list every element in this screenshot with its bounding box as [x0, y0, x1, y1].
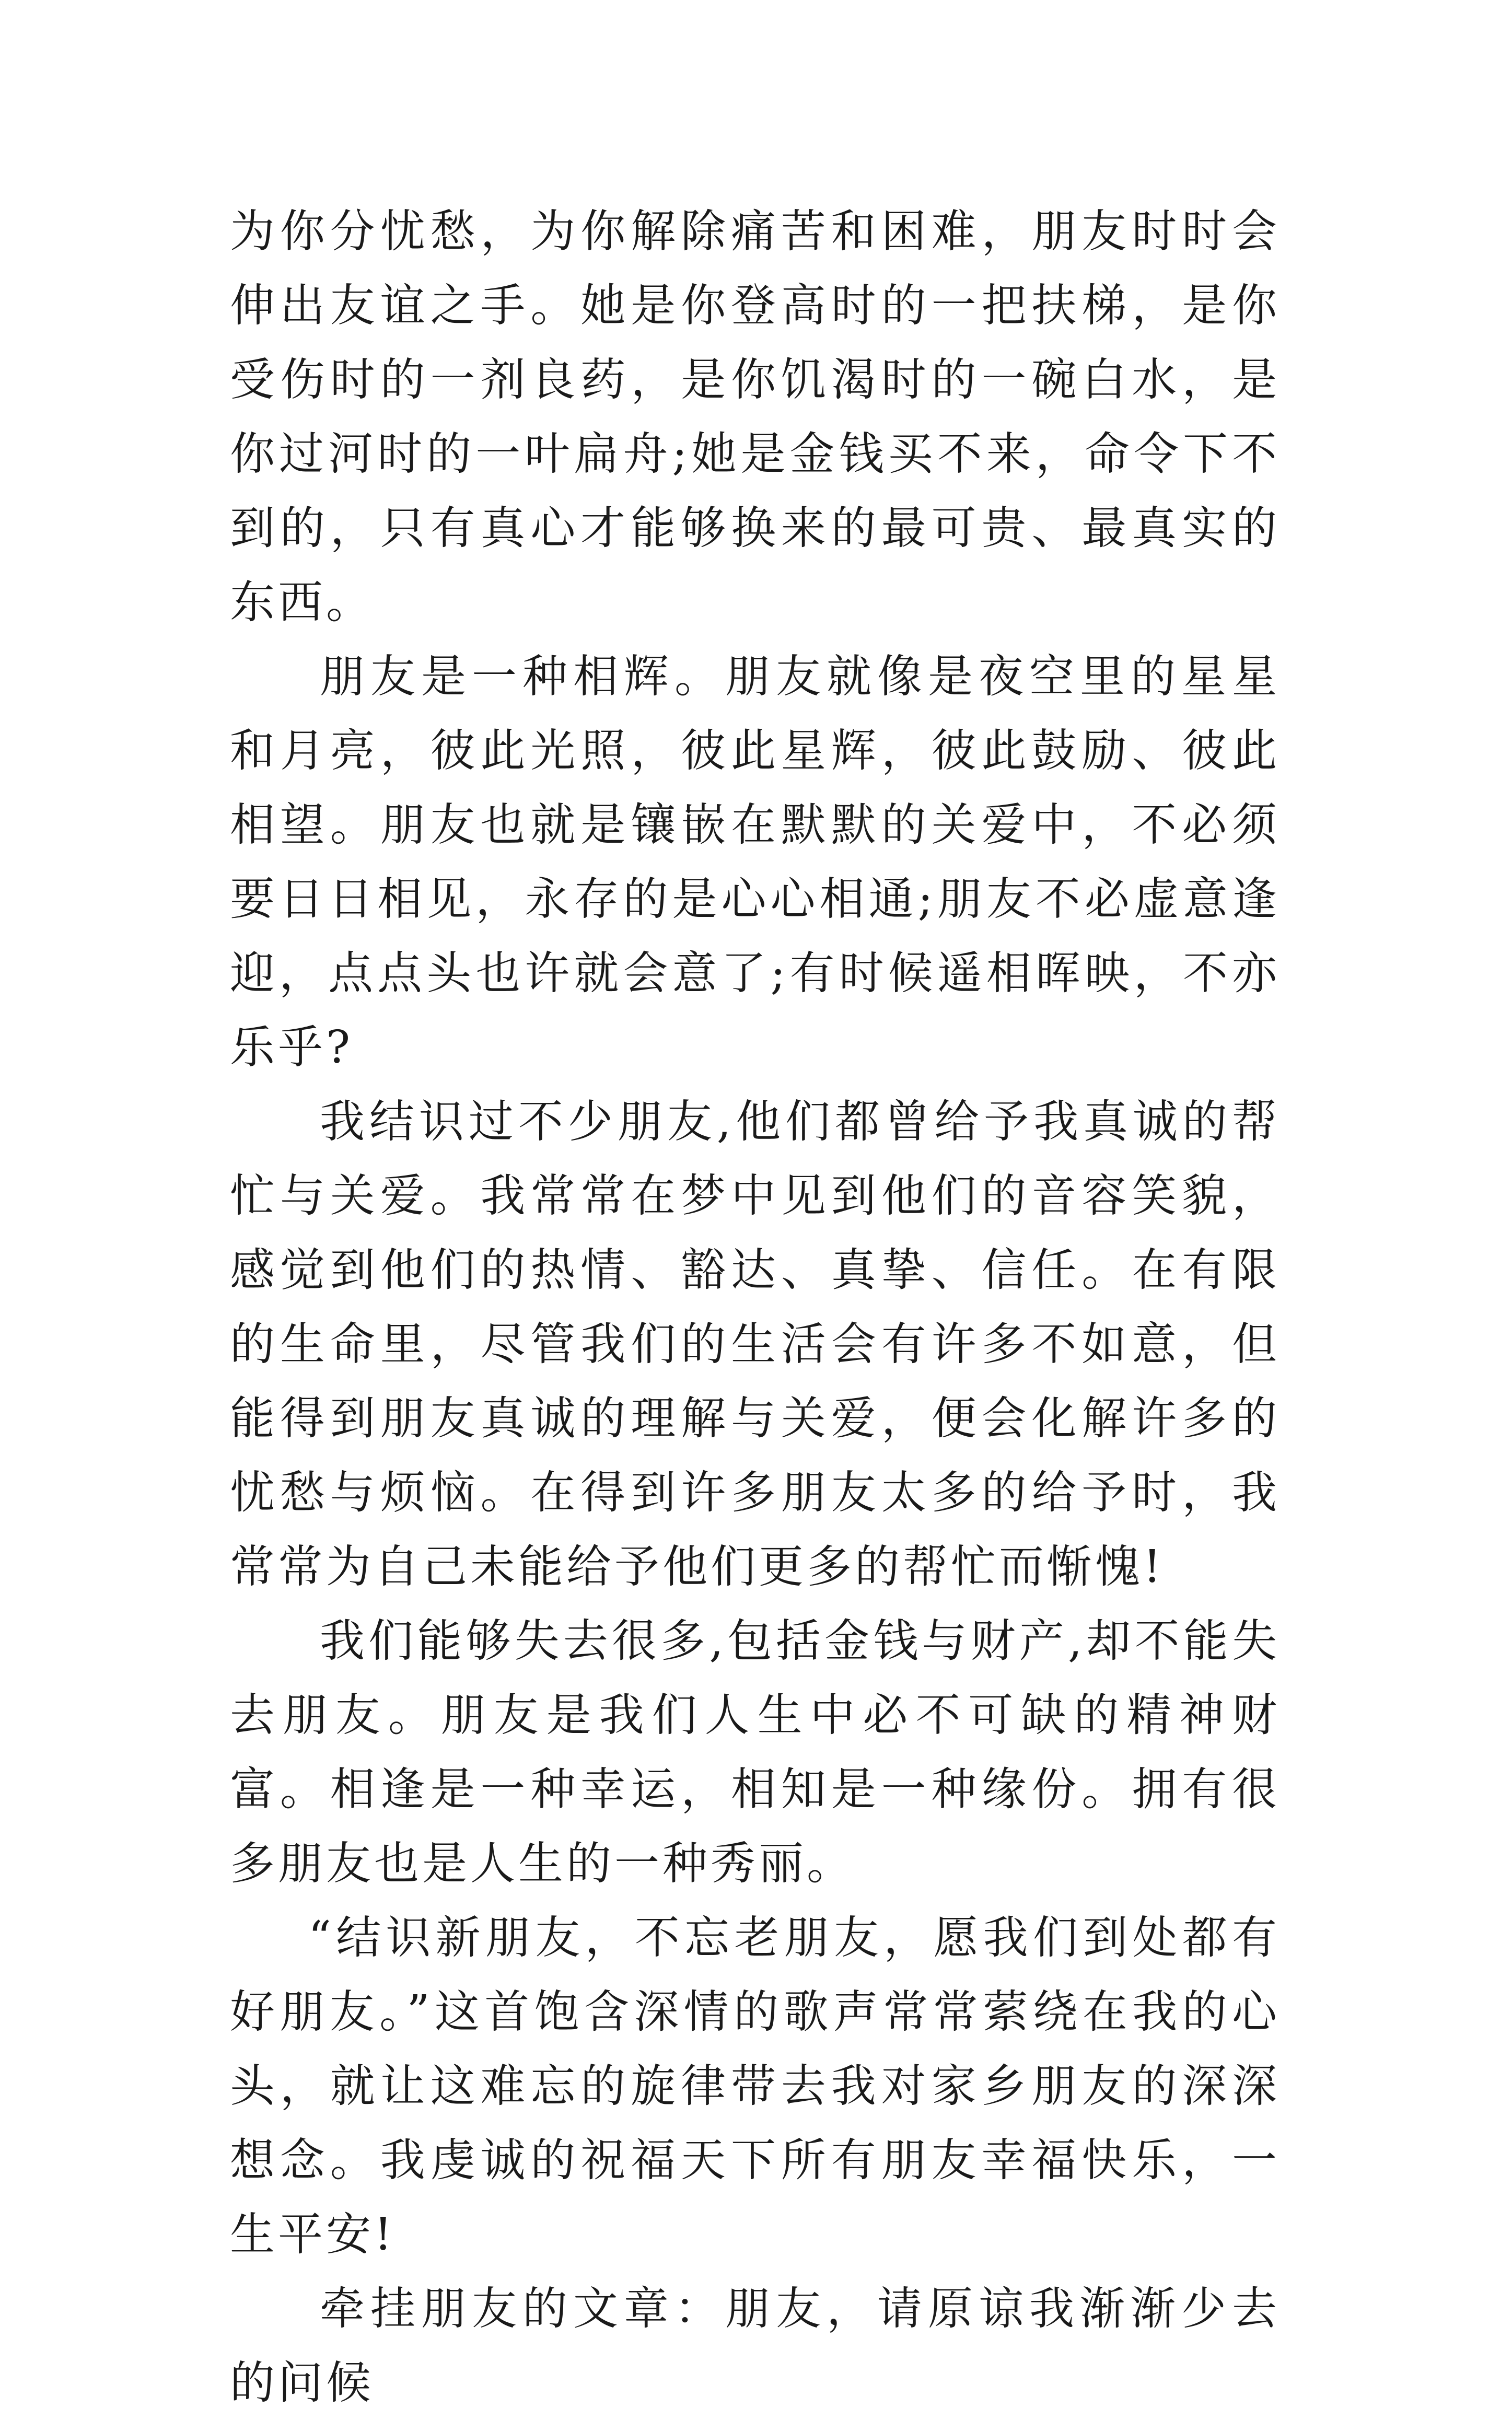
paragraph-song-quote: “结识新朋友，不忘老朋友，愿我们到处都有好朋友。”这首饱含深情的歌声常常萦绕在我的心头，就让这难忘的旋律带去我对家乡朋友的深深想念。我虔诚的祝福天下所有朋友幸福快乐，一生平安! — [230, 1912, 1280, 2261]
paragraph-article-heading: 牵挂朋友的文章：朋友，请原谅我渐渐少去的问候 — [230, 2283, 1280, 2409]
paragraph-friendship-help: 为你分忧愁，为你解除痛苦和困难，朋友时时会伸出友谊之手。她是你登高时的一把扶梯，是你受伤时的一剂良药，是你饥渴时的一碗白水，是你过河时的一叶扁舟;她是金钱买不来，命令下不到的，只有真心才能够换来的最可贵、最真实的东西。 — [230, 205, 1280, 629]
paragraph-cannot-lose-friends: 我们能够失去很多,包括金钱与财产,却不能失去朋友。朋友是我们人生中必不可缺的精神财富。相逢是一种幸运，相知是一种缘份。拥有很多朋友也是人生的一种秀丽。 — [230, 1615, 1280, 1890]
body-text — [230, 194, 1280, 2420]
paragraph-friends-shine: 朋友是一种相辉。朋友就像是夜空里的星星和月亮，彼此光照，彼此星辉，彼此鼓励、彼此相望。朋友也就是镶嵌在默默的关爱中，不必须要日日相见，永存的是心心相通;朋友不必虚意逢迎，点点头也许就会意了;有时候遥相晖映，不亦乐乎? — [230, 650, 1280, 1074]
paragraph-many-friends: 我结识过不少朋友,他们都曾给予我真诚的帮忙与关爱。我常常在梦中见到他们的音容笑貌，感觉到他们的热情、豁达、真挚、信任。在有限的生命里，尽管我们的生活会有许多不如意，但能得到朋友真诚的理解与关爱，便会化解许多的忧愁与烦恼。在得到许多朋友太多的给予时，我常常为自己未能给予他们更多的帮忙而惭愧! — [230, 1096, 1280, 1593]
